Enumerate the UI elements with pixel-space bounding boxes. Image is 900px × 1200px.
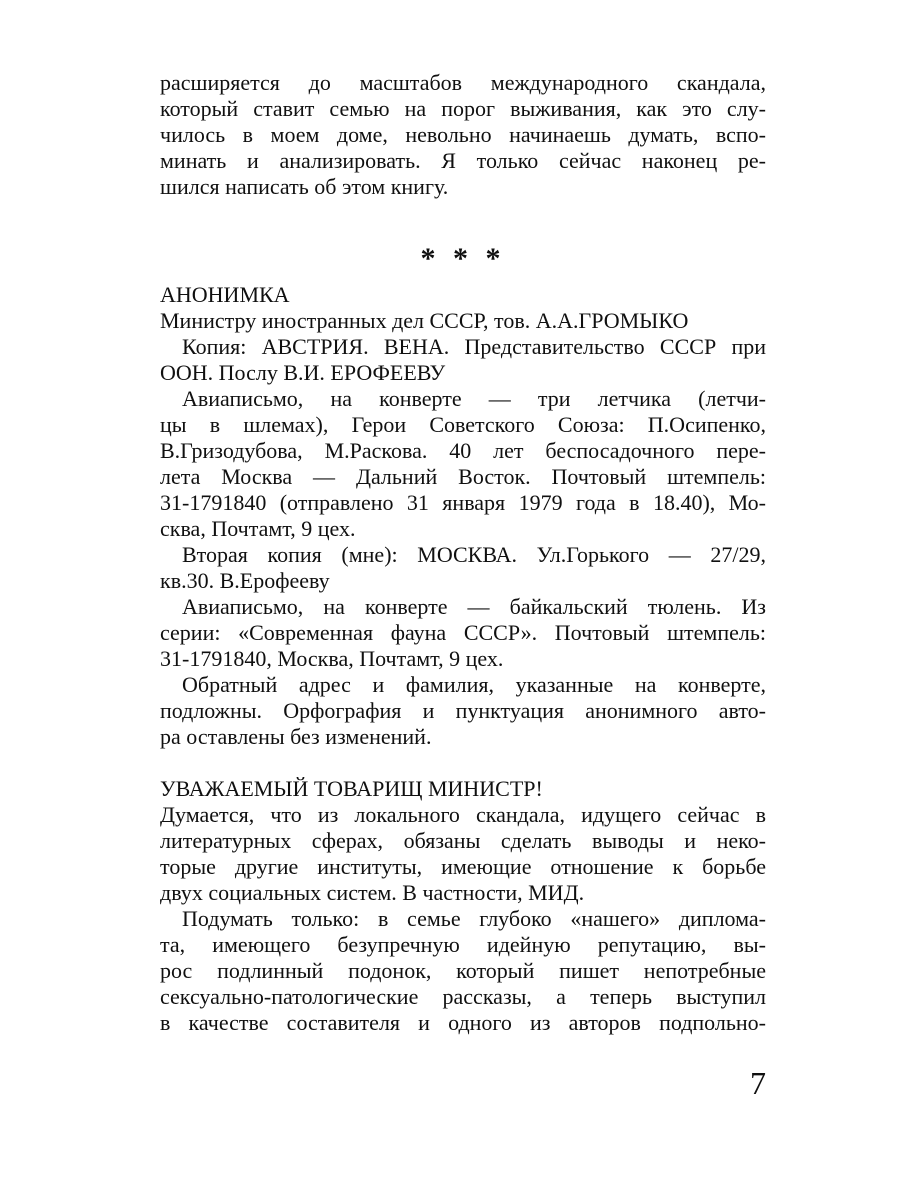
- addressee-line: [160, 308, 766, 334]
- text-line: серии: «Современная фауна СССР». Почтовый штемпель:: [160, 620, 766, 645]
- salutation-heading: [160, 776, 766, 802]
- text-line: 31-1791840 (отправлено 31 января 1979 года в 18.40), Мо-: [160, 490, 766, 515]
- text-line: В.Гризодубова, М.Раскова. 40 лет беспосадочного пере-: [160, 438, 766, 463]
- text-line: рос подлинный подонок, который пишет непотребные: [160, 958, 766, 983]
- continuation-paragraph: [160, 70, 766, 200]
- text-line: 31-1791840, Москва, Почтамт, 9 цех.: [160, 646, 504, 671]
- text-line: УВАЖАЕМЫЙ ТОВАРИЩ МИНИСТР!: [160, 776, 543, 801]
- text-line: расширяется до масштабов международного скандала,: [160, 70, 766, 95]
- editor-note-paragraph: [160, 672, 766, 750]
- anonymous-letter-label: [160, 282, 766, 308]
- text-line: Авиаписьмо, на конверте — байкальский тюлень. Из: [182, 594, 766, 619]
- text-line: который ставит семью на порог выживания, как это слу-: [160, 96, 766, 121]
- text-line: в качестве составителя и одного из авторов подпольно-: [160, 1010, 766, 1035]
- text-line: Обратный адрес и фамилия, указанные на конверте,: [182, 672, 766, 697]
- blank-line: [160, 750, 766, 776]
- second-envelope-paragraph: [160, 594, 766, 672]
- text-line: та, имеющего безупречную идейную репутацию, вы-: [160, 932, 766, 957]
- section-separator: * * *: [420, 242, 506, 275]
- text-line: АНОНИМКА: [160, 282, 290, 307]
- letter-body-paragraph: [160, 906, 766, 1036]
- text-line: цы в шлемах), Герои Советского Союза: П.Осипенко,: [160, 412, 766, 437]
- text-line: шился написать об этом книгу.: [160, 174, 449, 199]
- text-line: Копия: АВСТРИЯ. ВЕНА. Представительство СССР при: [182, 334, 766, 359]
- text-line: подложны. Орфография и пунктуация анонимного авто-: [160, 698, 766, 723]
- text-line: торые другие институты, имеющие отношение к борьбе: [160, 854, 766, 879]
- text-line: Подумать только: в семье глубоко «нашего» диплома-: [182, 906, 766, 931]
- text-line: Авиаписьмо, на конверте — три летчика (летчи-: [182, 386, 766, 411]
- text-line: чилось в моем доме, невольно начинаешь думать, вспо-: [160, 122, 766, 147]
- letter-opening-paragraph: [160, 802, 766, 906]
- text-line: лета Москва — Дальний Восток. Почтовый штемпель:: [160, 464, 766, 489]
- text-line: Вторая копия (мне): МОСКВА. Ул.Горького — 27/29,: [182, 542, 766, 567]
- text-line: минать и анализировать. Я только сейчас наконец ре-: [160, 148, 766, 173]
- first-envelope-paragraph: [160, 386, 766, 542]
- text-column: [160, 70, 766, 1036]
- page-number: 7: [750, 1065, 766, 1101]
- text-line: двух социальных систем. В частности, МИД.: [160, 880, 585, 905]
- text-line: Думается, что из локального скандала, идущего сейчас в: [160, 802, 766, 827]
- text-line: ООН. Послу В.И. ЕРОФЕЕВУ: [160, 360, 446, 385]
- text-line: кв.30. В.Ерофееву: [160, 568, 330, 593]
- text-line: литературных сферах, обязаны сделать выводы и неко-: [160, 828, 766, 853]
- copy-paragraph: [160, 334, 766, 386]
- text-line: сексуально-патологические рассказы, а теперь выступил: [160, 984, 766, 1009]
- text-line: Министру иностранных дел СССР, тов. А.А.ГРОМЫКО: [160, 308, 689, 333]
- text-line: ра оставлены без изменений.: [160, 724, 432, 749]
- text-line: сква, Почтамт, 9 цех.: [160, 516, 356, 541]
- second-copy-paragraph: [160, 542, 766, 594]
